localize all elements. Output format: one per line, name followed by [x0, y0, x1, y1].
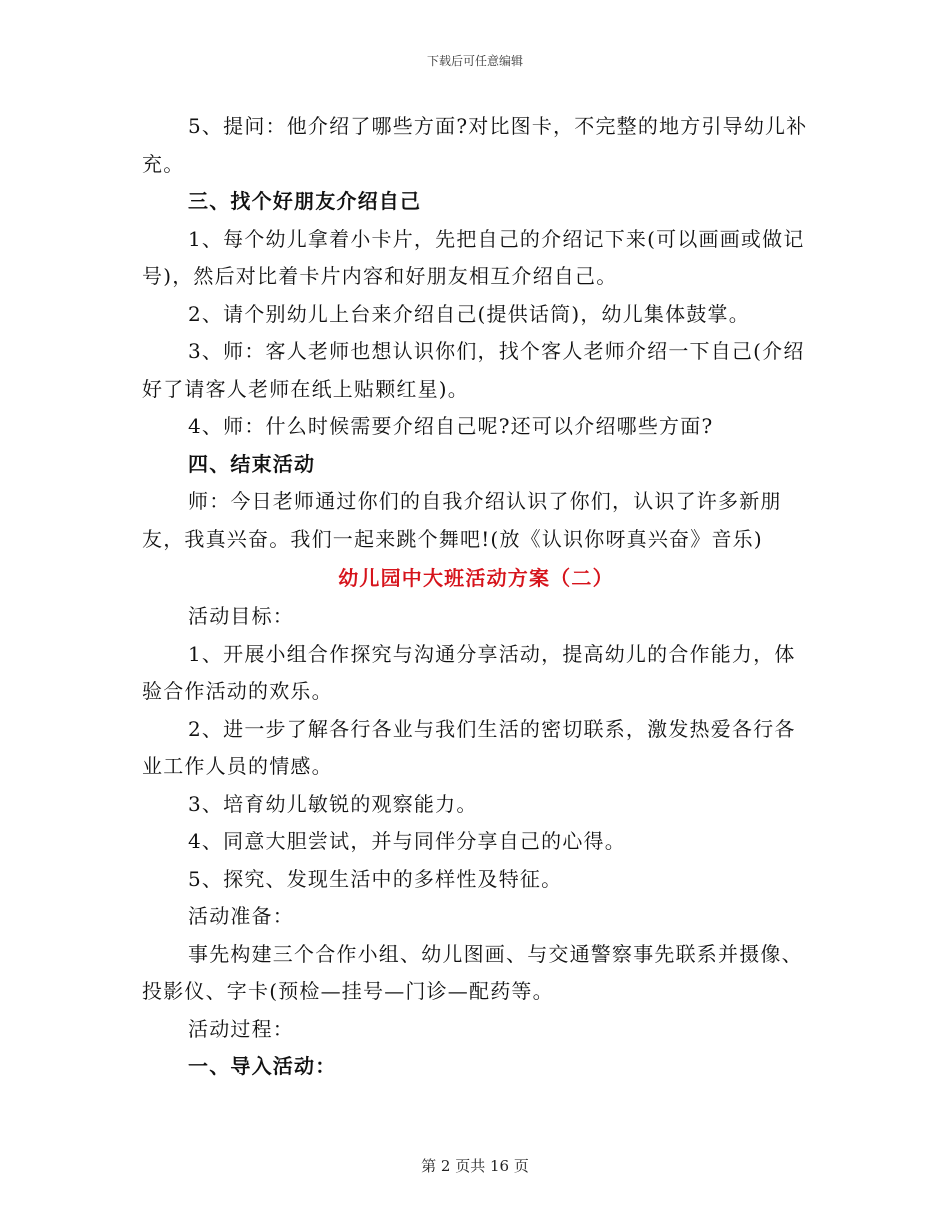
paragraph-question-5: 5、提问：他介绍了哪些方面?对比图卡，不完整的地方引导幼儿补充。	[142, 114, 808, 176]
paragraph-step-3: 3、师：客人老师也想认识你们，找个客人老师介绍一下自己(介绍好了请客人老师在纸上贴颗红星)。	[142, 339, 805, 401]
document-body	[142, 108, 810, 1086]
page-header: 下载后可任意编辑	[426, 54, 523, 68]
paragraph-closing: 师：今日老师通过你们的自我介绍认识了你们，认识了许多新朋友，我真兴奋。我们一起来跳个舞吧!(放《认识你呀真兴奋》音乐)	[142, 489, 782, 551]
section-heading-intro: 一、导入活动：	[188, 1054, 337, 1078]
paragraph-goal-2: 2、进一步了解各行各业与我们生活的密切联系，激发热爱各行各业工作人员的情感。	[142, 716, 796, 778]
paragraph-goal-4: 4、同意大胆尝试，并与同伴分享自己的心得。	[188, 829, 626, 853]
paragraph-goal-1: 1、开展小组合作探究与沟通分享活动，提高幼儿的合作能力，体验合作活动的欢乐。	[142, 641, 796, 703]
paragraph-process-label: 活动过程：	[188, 1016, 294, 1041]
paragraph-prep-label: 活动准备：	[188, 904, 294, 928]
paragraph-goal-3: 3、培育幼儿敏锐的观察能力。	[188, 791, 478, 816]
paragraph-goals-label: 活动目标：	[188, 604, 294, 628]
paragraph-step-2: 2、请个别幼儿上台来介绍自己(提供话筒)，幼儿集体鼓掌。	[188, 301, 750, 326]
paragraph-goal-5: 5、探究、发现生活中的多样性及特征。	[188, 866, 563, 891]
section-heading-3: 三、找个好朋友介绍自己	[188, 189, 422, 213]
page-footer: 第 2 页共 16 页	[421, 1157, 529, 1175]
paragraph-prep: 事先构建三个合作小组、幼儿图画、与交通警察事先联系并摄像、投影仪、字卡(预检—挂号—门诊—配药等。	[142, 941, 803, 1003]
paragraph-step-1: 1、每个幼儿拿着小卡片，先把自己的介绍记下来(可以画画或做记号)，然后对比着卡片内容和好朋友相互介绍自己。	[142, 226, 805, 288]
section-heading-4: 四、结束活动	[188, 451, 316, 476]
paragraph-step-4: 4、师：什么时候需要介绍自己呢?还可以介绍哪些方面?	[188, 414, 714, 438]
document-title: 幼儿园中大班活动方案（二）	[338, 566, 614, 590]
